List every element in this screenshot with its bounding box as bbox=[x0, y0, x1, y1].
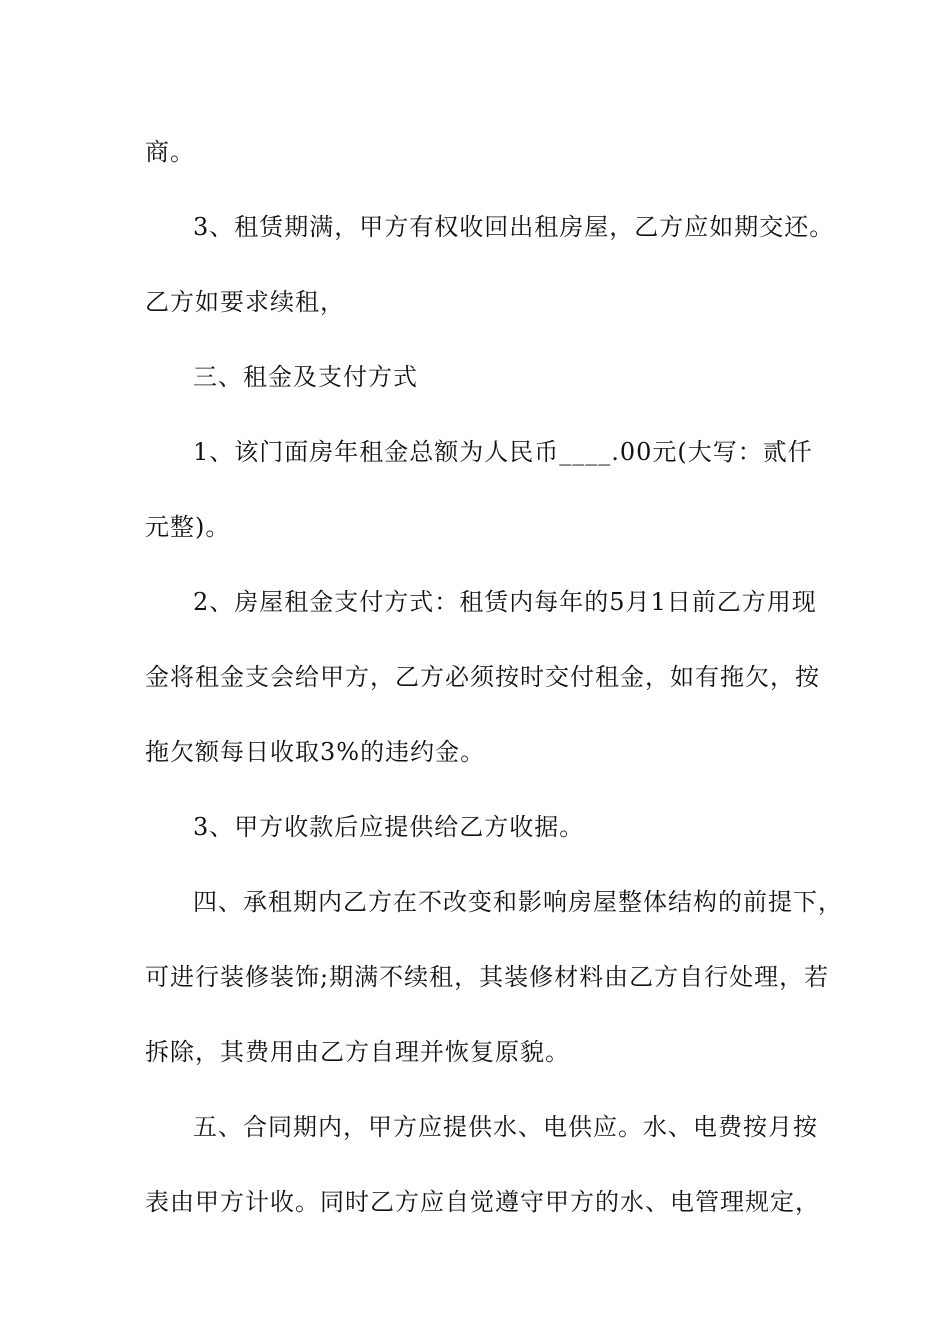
section-heading: 三、租金及支付方式 bbox=[193, 363, 418, 391]
text-line: 3、租赁期满，甲方有权收回出租房屋，乙方应如期交还。 bbox=[193, 213, 835, 241]
text-line: 可进行装修装饰;期满不续租，其装修材料由乙方自行处理，若 bbox=[145, 963, 830, 991]
text-line: 四、承租期内乙方在不改变和影响房屋整体结构的前提下， bbox=[193, 888, 843, 916]
text-line: 3、甲方收款后应提供给乙方收据。 bbox=[193, 813, 585, 841]
text-line: 2、房屋租金支付方式：租赁内每年的5月1日前乙方用现 bbox=[193, 588, 817, 616]
text-line: 商。 bbox=[145, 138, 195, 166]
text-line: 拆除，其费用由乙方自理并恢复原貌。 bbox=[145, 1038, 570, 1066]
text-line: 表由甲方计收。同时乙方应自觉遵守甲方的水、电管理规定， bbox=[145, 1188, 820, 1216]
text-line: 1、该门面房年租金总额为人民币____.00元(大写：贰仟 bbox=[193, 438, 813, 466]
text-line: 乙方如要求续租， bbox=[145, 288, 345, 316]
text-line: 拖欠额每日收取3%的违约金。 bbox=[145, 738, 486, 766]
text-line: 五、合同期内，甲方应提供水、电供应。水、电费按月按 bbox=[193, 1113, 818, 1141]
text-line: 金将租金支会给甲方，乙方必须按时交付租金，如有拖欠，按 bbox=[145, 663, 820, 691]
text-line: 元整)。 bbox=[145, 513, 231, 541]
